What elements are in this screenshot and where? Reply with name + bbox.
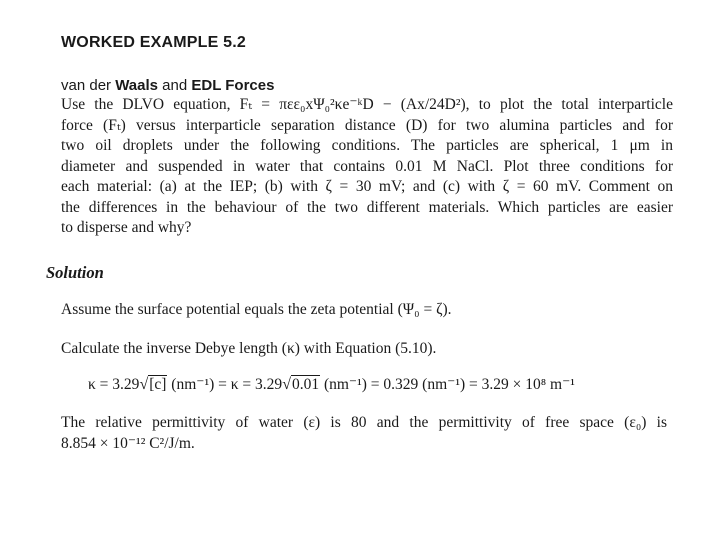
equation-radicand-1: [c]	[149, 376, 167, 393]
problem-line-1: Use the DLVO equation, Fₜ = πεε₀xΨ₀²κe⁻ᵏD − (Ax/24D²), to plot the total interparticle	[61, 96, 673, 113]
subheading-bold-2: EDL Forces	[191, 77, 275, 94]
subheading-middle: and	[158, 77, 192, 94]
sqrt-symbol-2: √	[282, 376, 291, 393]
example-heading: WORKED EXAMPLE 5.2	[61, 34, 246, 51]
problem-line-4: diameter and suspended in water that contains 0.01 M NaCl. Plot three conditions for	[61, 157, 673, 175]
problem-line-6: the differences in the behaviour of the two different materials. Which particles are easier	[61, 198, 673, 216]
solution-paragraph-1: Assume the surface potential equals the zeta potential (Ψ₀ = ζ).	[61, 301, 452, 318]
problem-statement	[61, 95, 673, 239]
subheading-bold-1: Waals	[115, 77, 158, 94]
sqrt-symbol-1: √	[139, 376, 149, 393]
equation-radicand-2: 0.01	[291, 376, 320, 393]
equation-part-3: (nm⁻¹) = 0.329 (nm⁻¹) = 3.29 × 10⁸ m⁻¹	[320, 376, 575, 393]
equation-part-1: κ = 3.29	[88, 376, 140, 393]
solution-title: Solution	[46, 263, 104, 282]
debye-equation	[88, 375, 575, 394]
subheading-prefix: van der	[61, 77, 116, 94]
problem-line-3: two oil droplets under the following conditions. The particles are spherical, 1 μm in	[61, 137, 673, 154]
paragraph-4-line-2: 8.854 × 10⁻¹² C²/J/m.	[61, 434, 195, 452]
equation-part-2: (nm⁻¹) = κ = 3.29	[167, 376, 283, 393]
problem-line-5: each material: (a) at the IEP; (b) with ζ = 30 mV; and (c) with ζ = 60 mV. Comment on	[61, 178, 673, 195]
paragraph-4-line-1: The relative permittivity of water (ε) is 80 and the permittivity of free space (ε₀) is	[61, 414, 667, 431]
problem-line-2: force (Fₜ) versus interparticle separation distance (D) for two alumina particles and for	[61, 116, 673, 134]
solution-paragraph-4	[61, 413, 667, 454]
problem-line-7: to disperse and why?	[61, 219, 192, 236]
solution-paragraph-2: Calculate the inverse Debye length (κ) with Equation (5.10).	[61, 340, 437, 357]
problem-subheading	[61, 77, 274, 94]
